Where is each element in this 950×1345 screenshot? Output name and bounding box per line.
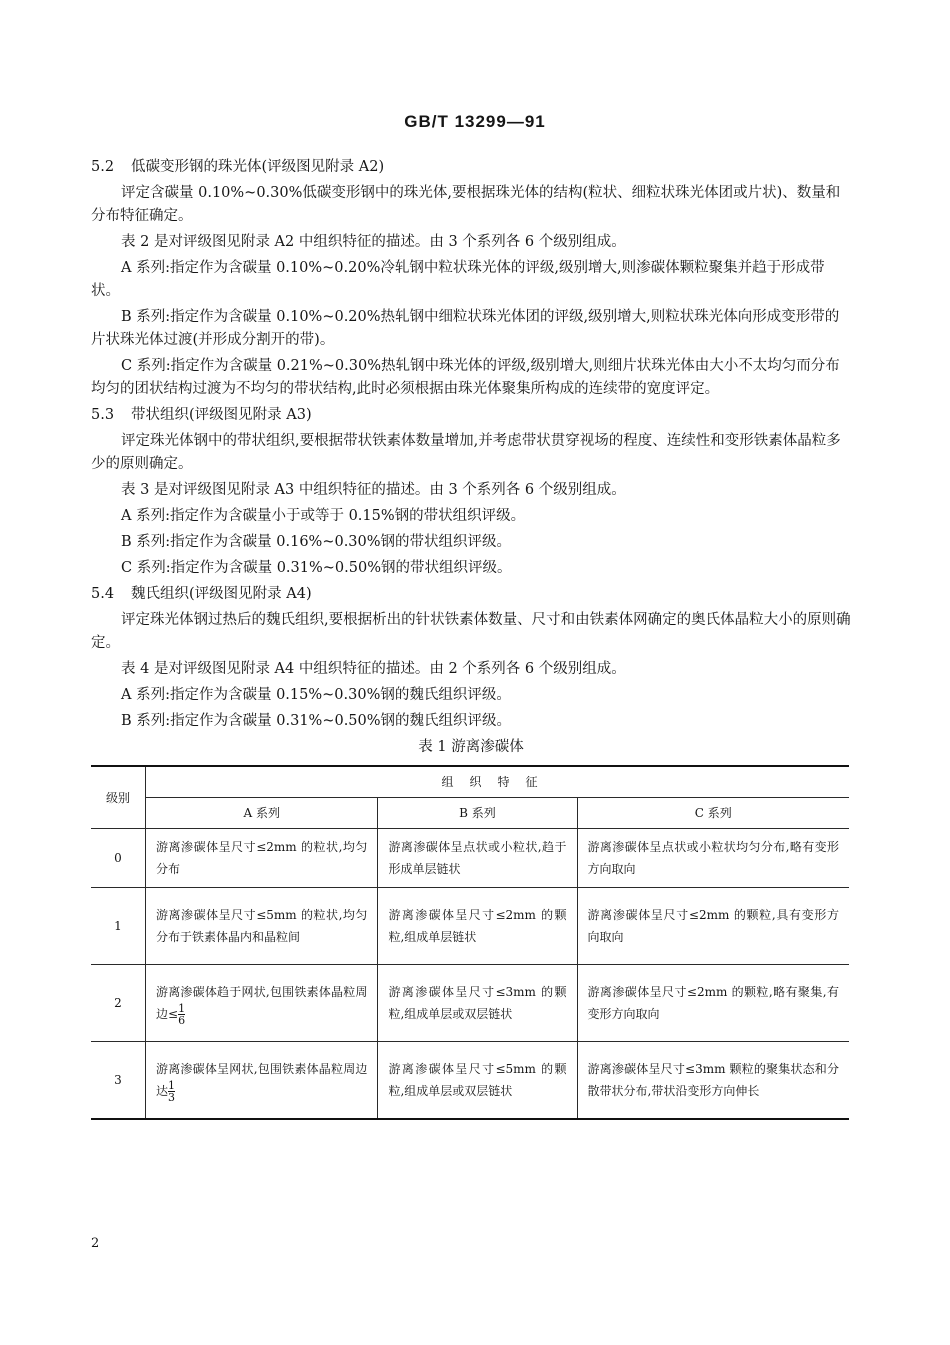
fraction — [168, 1080, 175, 1103]
section-title: 魏氏组织(评级图见附录 A4) — [131, 586, 312, 602]
section-number: 5.3 — [91, 407, 115, 423]
section-title: 带状组织(评级图见附录 A3) — [131, 407, 312, 423]
level-cell: 3 — [91, 1042, 146, 1120]
series-a-cell: 游离渗碳体呈尺寸≤2mm 的粒状,均匀分布 — [146, 829, 378, 888]
column-header-group: 组织特征 — [146, 766, 850, 798]
paragraph: 表 4 是对评级图见附录 A4 中组织特征的描述。由 2 个系列各 6 个级别组成。 — [121, 661, 626, 677]
paragraph: B 系列:指定作为含碳量 0.31%~0.50%钢的魏氏组织评级。 — [121, 713, 512, 729]
section-number: 5.4 — [91, 586, 115, 602]
series-a-cell — [146, 1042, 378, 1120]
paragraph: B 系列:指定作为含碳量 0.16%~0.30%钢的带状组织评级。 — [121, 534, 512, 550]
document-body — [91, 156, 851, 1120]
column-header-a: A 系列 — [146, 798, 378, 829]
series-c-cell: 游离渗碳体呈尺寸≤2mm 的颗粒,略有聚集,有变形方向取向 — [577, 965, 849, 1042]
table-row — [91, 965, 849, 1042]
column-header-c: C 系列 — [577, 798, 849, 829]
series-b-cell: 游离渗碳体呈尺寸≤5mm 的颗粒,组成单层或双层链状 — [378, 1042, 577, 1120]
series-a-cell — [146, 965, 378, 1042]
series-c-cell: 游离渗碳体呈尺寸≤3mm 颗粒的聚集状态和分散带状分布,带状沿变形方向伸长 — [577, 1042, 849, 1120]
column-header-level: 级别 — [91, 766, 146, 829]
fraction-numerator: 1 — [178, 1001, 186, 1015]
section-5-2-heading — [91, 156, 851, 179]
paragraph: 表 2 是对评级图见附录 A2 中组织特征的描述。由 3 个系列各 6 个级别组成。 — [121, 234, 626, 250]
paragraph: B 系列:指定作为含碳量 0.10%~0.20%热轧钢中细粒状珠光体团的评级,级别增大,则粒状珠光体向形成变形带的片状珠光体过渡(并形成分割开的带)。 — [91, 309, 840, 348]
table-row — [91, 888, 849, 965]
table-row — [91, 1042, 849, 1120]
paragraph: 表 3 是对评级图见附录 A3 中组织特征的描述。由 3 个系列各 6 个级别组成。 — [121, 482, 626, 498]
paragraph: 评定珠光体钢过热后的魏氏组织,要根据析出的针状铁素体数量、尺寸和由铁素体网确定的奥氏体晶粒大小的原则确定。 — [91, 612, 851, 651]
paragraph: A 系列:指定作为含碳量 0.15%~0.30%钢的魏氏组织评级。 — [121, 687, 511, 703]
series-a-cell: 游离渗碳体呈尺寸≤5mm 的粒状,均匀分布于铁素体晶内和晶粒间 — [146, 888, 378, 965]
series-b-cell: 游离渗碳体呈尺寸≤2mm 的颗粒,组成单层链状 — [378, 888, 577, 965]
section-number: 5.2 — [91, 159, 115, 175]
level-cell: 2 — [91, 965, 146, 1042]
level-cell: 0 — [91, 829, 146, 888]
paragraph: C 系列:指定作为含碳量 0.21%~0.30%热轧钢中珠光体的评级,级别增大,则细片状珠光体由大小不太均匀而分布均匀的团状结构过渡为不均匀的带状结构,此时必须根据由珠光体聚集所构成的连续带的宽度评定。 — [91, 358, 840, 397]
table-free-cementite — [91, 765, 849, 1120]
level-cell: 1 — [91, 888, 146, 965]
paragraph: A 系列:指定作为含碳量小于或等于 0.15%钢的带状组织评级。 — [121, 508, 526, 524]
cell-text: 游离渗碳体呈网状,包围铁素体晶粒周边达 — [156, 1061, 368, 1098]
column-header-b: B 系列 — [378, 798, 577, 829]
cell-text: 游离渗碳体趋于网状,包围铁素体晶粒周边≤ — [156, 984, 368, 1021]
fraction-numerator: 1 — [168, 1078, 176, 1092]
series-c-cell: 游离渗碳体呈点状或小粒状均匀分布,略有变形方向取向 — [577, 829, 849, 888]
page-header: GB/T 13299—91 — [404, 112, 546, 131]
fraction-denominator: 6 — [178, 1013, 186, 1027]
fraction-denominator: 3 — [168, 1090, 176, 1104]
table-row — [91, 829, 849, 888]
paragraph: 评定含碳量 0.10%~0.30%低碳变形钢中的珠光体,要根据珠光体的结构(粒状、细粒状珠光体团或片状)、数量和分布特征确定。 — [91, 185, 841, 224]
table-caption: 表 1 游离渗碳体 — [418, 739, 524, 755]
fraction — [178, 1003, 185, 1026]
section-5-4-heading — [91, 583, 851, 606]
series-b-cell: 游离渗碳体呈点状或小粒状,趋于形成单层链状 — [378, 829, 577, 888]
section-5-3-heading — [91, 404, 851, 427]
table-subheader-row — [91, 798, 849, 829]
series-c-cell: 游离渗碳体呈尺寸≤2mm 的颗粒,具有变形方向取向 — [577, 888, 849, 965]
paragraph: A 系列:指定作为含碳量 0.10%~0.20%冷轧钢中粒状珠光体的评级,级别增大,则渗碳体颗粒聚集并趋于形成带状。 — [91, 260, 825, 299]
page-number: 2 — [91, 1236, 100, 1251]
paragraph: 评定珠光体钢中的带状组织,要根据带状铁素体数量增加,并考虑带状贯穿视场的程度、连续性和变形铁素体晶粒多少的原则确定。 — [91, 433, 841, 472]
section-title: 低碳变形钢的珠光体(评级图见附录 A2) — [131, 159, 385, 175]
paragraph: C 系列:指定作为含碳量 0.31%~0.50%钢的带状组织评级。 — [121, 560, 512, 576]
table-header-row — [91, 766, 849, 798]
series-b-cell: 游离渗碳体呈尺寸≤3mm 的颗粒,组成单层或双层链状 — [378, 965, 577, 1042]
